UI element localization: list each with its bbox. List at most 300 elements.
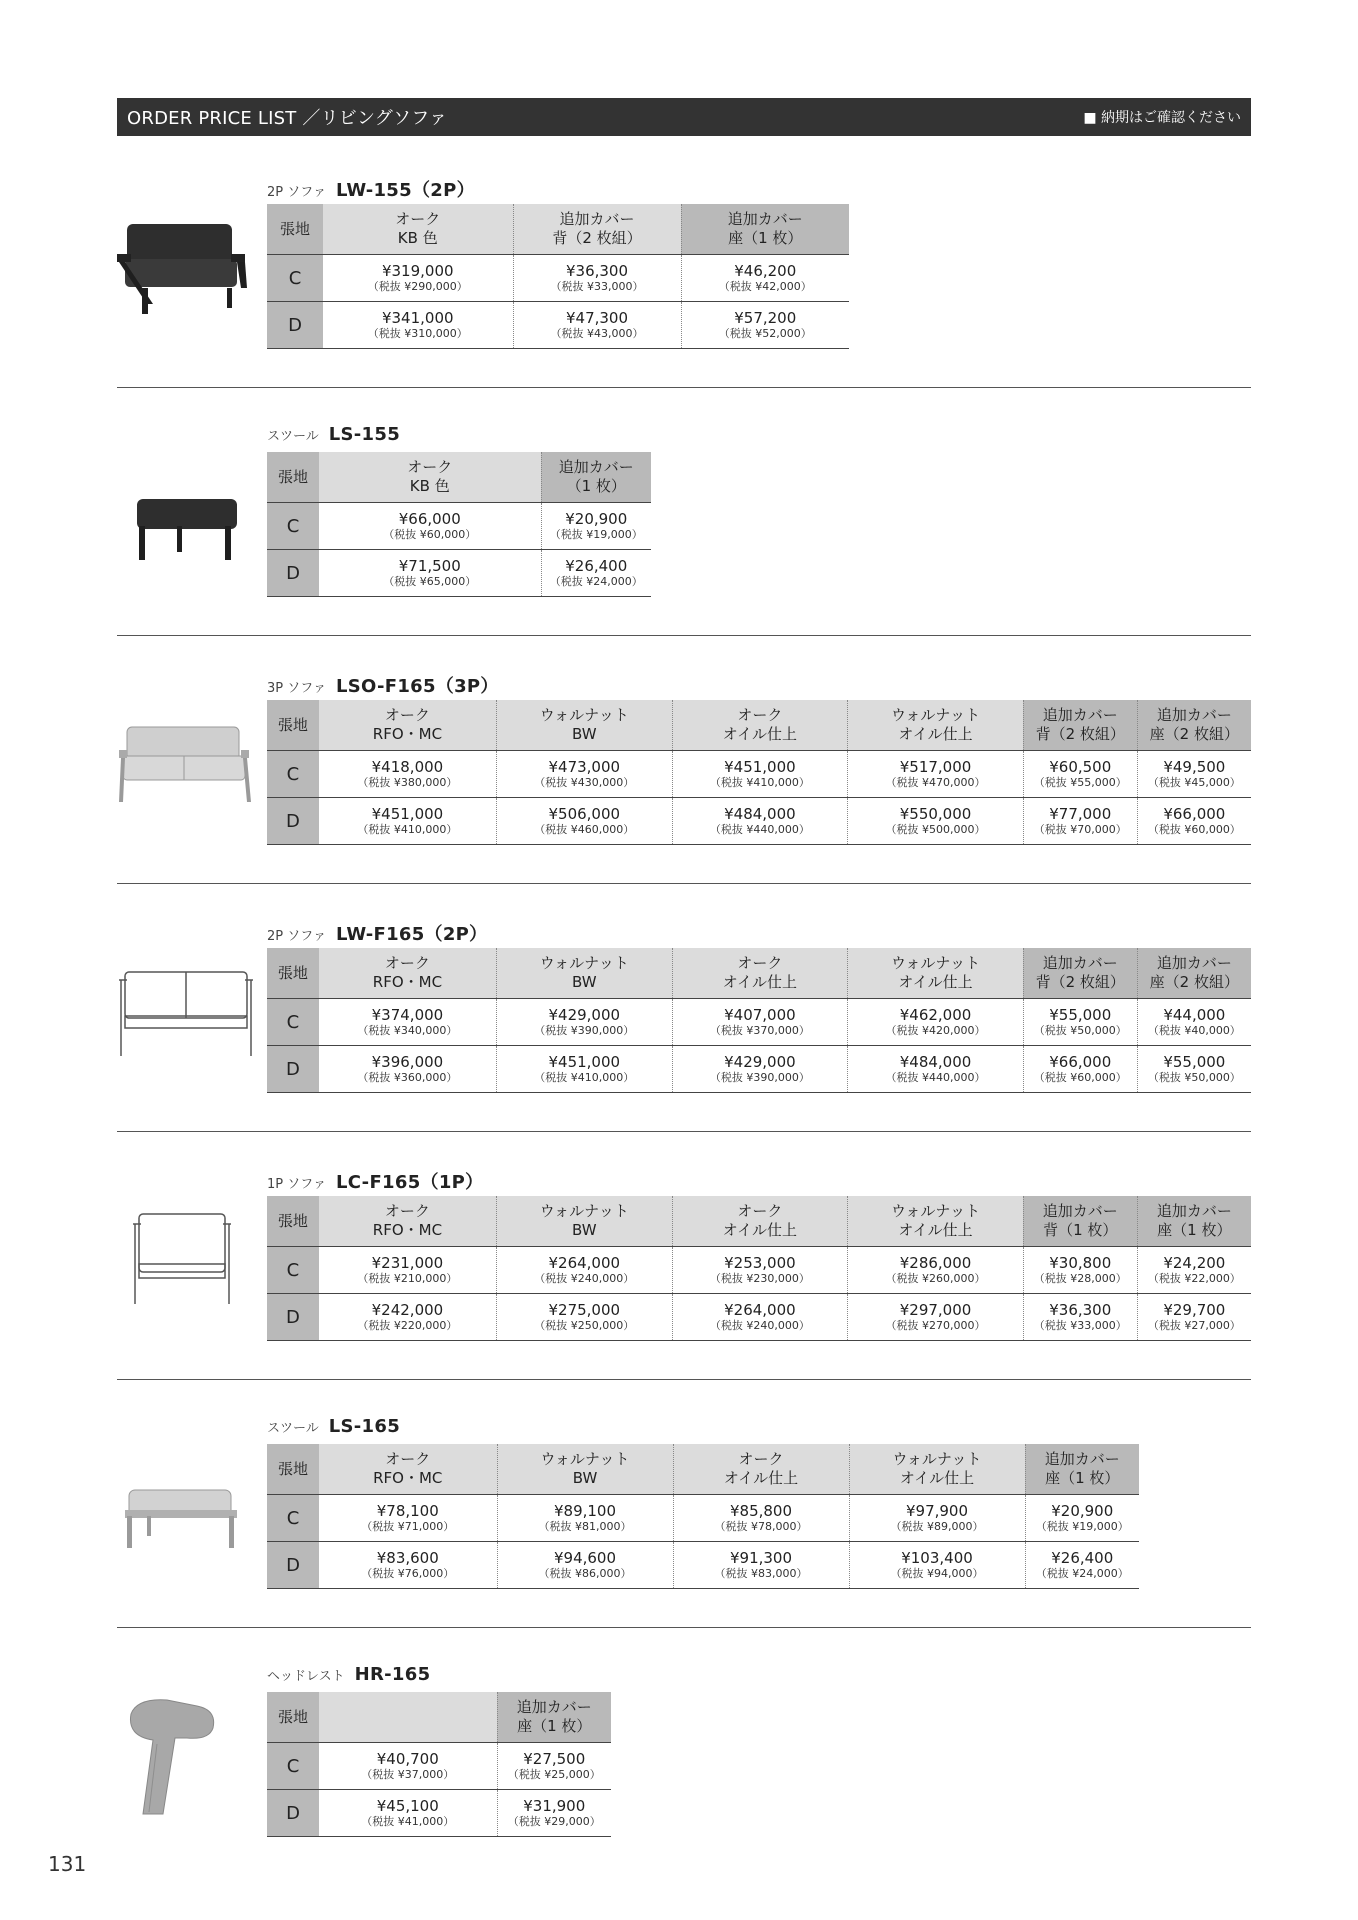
price-without-tax: （税抜 ¥86,000）: [538, 1567, 632, 1580]
price-cell: [848, 1046, 1024, 1093]
price-cell: [497, 1542, 673, 1589]
price-with-tax: ¥27,500: [523, 1750, 586, 1768]
price-cell: [319, 1247, 497, 1294]
price-without-tax: （税抜 ¥340,000）: [357, 1024, 458, 1037]
price-cell: [1023, 1294, 1137, 1341]
price-without-tax: （税抜 ¥210,000）: [357, 1272, 458, 1285]
column-header-line2: オイル仕上: [722, 973, 798, 991]
price-without-tax: （税抜 ¥55,000）: [1033, 776, 1127, 789]
price-with-tax: ¥97,900: [905, 1502, 969, 1520]
column-header-line2: 座（1 枚）: [1157, 1221, 1232, 1239]
price-without-tax: （税抜 ¥260,000）: [885, 1272, 986, 1285]
column-header-line2: 座（2 枚組）: [1149, 973, 1239, 991]
price-without-tax: （税抜 ¥240,000）: [534, 1272, 635, 1285]
price-cell: [497, 1743, 611, 1790]
price-cell: [497, 1495, 673, 1542]
price-with-tax: ¥429,000: [548, 1006, 621, 1024]
price-without-tax: （税抜 ¥37,000）: [361, 1768, 455, 1781]
price-cell: [1137, 1247, 1251, 1294]
price-cell: [673, 1542, 849, 1589]
model-name: LC-F165（1P）: [335, 1172, 484, 1193]
column-header-line1: 追加カバー: [1044, 1450, 1120, 1468]
price-cell: [1023, 751, 1137, 798]
page-number: 131: [48, 1852, 87, 1876]
model-name: LS-155: [328, 424, 401, 445]
column-header: [848, 948, 1024, 999]
price-cell: [497, 1790, 611, 1837]
price-without-tax: （税抜 ¥470,000）: [885, 776, 986, 789]
price-cell: [319, 999, 497, 1046]
column-header-line1: ウォルナット: [539, 1202, 629, 1220]
column-header-line1: オーク: [395, 210, 441, 228]
price-with-tax: ¥451,000: [548, 1053, 621, 1071]
column-header-line1: ウォルナット: [540, 1450, 630, 1468]
column-header-line2: オイル仕上: [722, 1221, 798, 1239]
price-with-tax: ¥85,800: [729, 1502, 793, 1520]
price-with-tax: ¥94,600: [553, 1549, 617, 1567]
price-cell: [496, 1294, 672, 1341]
price-with-tax: ¥24,200: [1163, 1254, 1226, 1272]
category-label: 2P ソファ: [267, 185, 326, 200]
grade-cell: D: [267, 550, 319, 597]
price-with-tax: ¥462,000: [899, 1006, 972, 1024]
column-header: [681, 204, 849, 255]
price-with-tax: ¥45,100: [376, 1797, 439, 1815]
column-header-line1: ウォルナット: [539, 706, 629, 724]
column-header-line2: BW: [571, 725, 597, 743]
grade-cell: D: [267, 1542, 319, 1589]
price-with-tax: ¥517,000: [899, 758, 972, 776]
price-with-tax: ¥31,900: [523, 1797, 586, 1815]
price-cell: [681, 302, 849, 349]
price-cell: [1025, 1542, 1139, 1589]
column-header: [1137, 1196, 1251, 1247]
price-with-tax: ¥57,200: [734, 309, 797, 327]
column-header-line2: オイル仕上: [898, 725, 973, 743]
table-row: [267, 999, 1251, 1046]
price-without-tax: （税抜 ¥440,000）: [709, 823, 810, 836]
column-header: [319, 1196, 497, 1247]
price-with-tax: ¥506,000: [548, 805, 621, 823]
price-with-tax: ¥78,100: [376, 1502, 439, 1520]
price-without-tax: （税抜 ¥290,000）: [367, 280, 468, 293]
table-header-row: [267, 452, 651, 503]
price-with-tax: ¥26,400: [1051, 1549, 1114, 1567]
column-header-line1: 追加カバー: [1156, 706, 1232, 724]
model-name: HR-165: [354, 1664, 431, 1685]
headrest-image: [117, 1684, 257, 1824]
price-with-tax: ¥451,000: [724, 758, 796, 776]
price-with-tax: ¥242,000: [371, 1301, 444, 1319]
column-header: [672, 700, 848, 751]
price-with-tax: ¥36,300: [1049, 1301, 1112, 1319]
column-header: [673, 1444, 849, 1495]
price-cell: [319, 1743, 497, 1790]
delivery-note: ■ 納期はご確認ください: [1083, 110, 1241, 126]
price-without-tax: （税抜 ¥28,000）: [1033, 1272, 1127, 1285]
price-cell: [672, 798, 848, 845]
price-cell: [848, 798, 1024, 845]
price-with-tax: ¥264,000: [724, 1301, 796, 1319]
price-cell: [672, 751, 848, 798]
model-name: LW-155（2P）: [335, 180, 475, 201]
price-without-tax: （税抜 ¥71,000）: [361, 1520, 455, 1533]
price-without-tax: （税抜 ¥370,000）: [709, 1024, 810, 1037]
column-header-line1: ウォルナット: [892, 1450, 982, 1468]
column-header-line2: BW: [571, 1221, 597, 1239]
table-row: [267, 1743, 611, 1790]
column-header-line1: オーク: [384, 1202, 430, 1220]
column-header: [1023, 700, 1137, 751]
product-section-lw-155: [117, 176, 1251, 388]
column-header-line1: オーク: [737, 1202, 783, 1220]
price-with-tax: ¥83,600: [376, 1549, 439, 1567]
price-without-tax: （税抜 ¥270,000）: [885, 1319, 986, 1332]
price-cell: [319, 751, 497, 798]
price-with-tax: ¥341,000: [381, 309, 454, 327]
price-without-tax: （税抜 ¥19,000）: [549, 528, 643, 541]
price-without-tax: （税抜 ¥24,000）: [1035, 1567, 1129, 1580]
column-header-line1: 追加カバー: [558, 458, 634, 476]
price-without-tax: （税抜 ¥65,000）: [383, 575, 477, 588]
table-row: [267, 1294, 1251, 1341]
model-name: LW-F165（2P）: [335, 924, 488, 945]
column-header: [319, 948, 497, 999]
column-header-line1: ウォルナット: [890, 706, 981, 724]
price-with-tax: ¥26,400: [565, 557, 628, 575]
price-with-tax: ¥60,500: [1049, 758, 1112, 776]
price-without-tax: （税抜 ¥500,000）: [885, 823, 986, 836]
column-header-line2: 背（1 枚）: [1043, 1221, 1118, 1239]
price-without-tax: （税抜 ¥42,000）: [718, 280, 812, 293]
price-cell: [513, 255, 681, 302]
product-section-hr-165: [117, 1664, 1251, 1844]
price-table: [267, 1444, 1139, 1589]
column-header: [672, 1196, 848, 1247]
column-header-line2: RFO・MC: [372, 973, 443, 991]
column-header-line1: オーク: [737, 706, 783, 724]
price-with-tax: ¥297,000: [899, 1301, 972, 1319]
price-cell: [1137, 1046, 1251, 1093]
column-header: [496, 1196, 672, 1247]
price-with-tax: ¥20,900: [565, 510, 628, 528]
price-without-tax: （税抜 ¥24,000）: [549, 575, 643, 588]
category-label: スツール: [267, 1421, 319, 1436]
column-header-line2: RFO・MC: [373, 1469, 443, 1487]
table-header-row: [267, 700, 1251, 751]
price-without-tax: （税抜 ¥60,000）: [1147, 823, 1241, 836]
price-without-tax: （税抜 ¥89,000）: [890, 1520, 984, 1533]
table-header-row: [267, 204, 849, 255]
price-cell: [496, 751, 672, 798]
model-name: LSO-F165（3P）: [335, 676, 499, 697]
column-header-line2: （1 枚）: [566, 477, 626, 495]
column-header-line1: ウォルナット: [890, 1202, 981, 1220]
table-row: [267, 302, 849, 349]
price-with-tax: ¥374,000: [371, 1006, 444, 1024]
price-with-tax: ¥231,000: [371, 1254, 444, 1272]
grade-cell: D: [267, 1046, 319, 1093]
table-row: [267, 1790, 611, 1837]
price-cell: [323, 255, 513, 302]
stool-dark-image: [117, 464, 257, 574]
section-divider: [117, 883, 1251, 884]
price-cell: [672, 1247, 848, 1294]
category-label: 3P ソファ: [267, 681, 326, 696]
price-with-tax: ¥286,000: [899, 1254, 972, 1272]
price-cell: [496, 1247, 672, 1294]
column-header-line1: 追加カバー: [727, 210, 803, 228]
column-header-line2: 背（2 枚組）: [1035, 725, 1125, 743]
price-with-tax: ¥451,000: [371, 805, 444, 823]
grade-header: 張地: [267, 1444, 319, 1495]
price-with-tax: ¥396,000: [371, 1053, 444, 1071]
page-title: ORDER PRICE LIST ／リビングソファ: [127, 108, 448, 129]
price-with-tax: ¥319,000: [381, 262, 454, 280]
price-without-tax: （税抜 ¥240,000）: [709, 1319, 810, 1332]
column-header: [1023, 948, 1137, 999]
grade-cell: D: [267, 1294, 319, 1341]
price-without-tax: （税抜 ¥380,000）: [357, 776, 458, 789]
price-cell: [1023, 1046, 1137, 1093]
price-cell: [513, 302, 681, 349]
price-with-tax: ¥253,000: [724, 1254, 796, 1272]
sofa-2p-dark-image: [117, 214, 257, 324]
sofa-3p-light-image: [117, 712, 257, 822]
price-without-tax: （税抜 ¥94,000）: [890, 1567, 984, 1580]
price-cell: [496, 798, 672, 845]
table-row: [267, 1495, 1139, 1542]
table-row: [267, 798, 1251, 845]
section-divider: [117, 387, 1251, 388]
price-with-tax: ¥55,000: [1049, 1006, 1112, 1024]
price-table: [267, 948, 1251, 1093]
price-cell: [1137, 1294, 1251, 1341]
price-with-tax: ¥484,000: [899, 1053, 972, 1071]
column-header-line2: KB 色: [397, 229, 438, 247]
column-header: [497, 1692, 611, 1743]
price-without-tax: （税抜 ¥33,000）: [1033, 1319, 1127, 1332]
price-with-tax: ¥40,700: [376, 1750, 439, 1768]
price-without-tax: （税抜 ¥430,000）: [534, 776, 635, 789]
grade-cell: D: [267, 1790, 319, 1837]
price-with-tax: ¥429,000: [724, 1053, 796, 1071]
grade-cell: C: [267, 1247, 319, 1294]
price-cell: [319, 503, 541, 550]
price-without-tax: （税抜 ¥76,000）: [361, 1567, 455, 1580]
model-name: LS-165: [328, 1416, 401, 1437]
column-header-line2: 座（2 枚組）: [1149, 725, 1239, 743]
grade-cell: C: [267, 503, 319, 550]
price-without-tax: （税抜 ¥52,000）: [718, 327, 812, 340]
table-header-row: [267, 948, 1251, 999]
price-without-tax: （税抜 ¥250,000）: [534, 1319, 635, 1332]
price-table: [267, 1692, 611, 1837]
price-without-tax: （税抜 ¥50,000）: [1147, 1071, 1241, 1084]
price-without-tax: （税抜 ¥390,000）: [534, 1024, 635, 1037]
column-header: [1137, 700, 1251, 751]
table-row: [267, 1247, 1251, 1294]
column-header: [1137, 948, 1251, 999]
price-without-tax: （税抜 ¥410,000）: [357, 823, 458, 836]
price-cell: [319, 1294, 497, 1341]
price-with-tax: ¥484,000: [724, 805, 796, 823]
price-without-tax: （税抜 ¥45,000）: [1147, 776, 1241, 789]
category-label: スツール: [267, 429, 319, 444]
price-cell: [849, 1495, 1025, 1542]
price-cell: [672, 999, 848, 1046]
price-without-tax: （税抜 ¥460,000）: [534, 823, 635, 836]
price-cell: [1137, 751, 1251, 798]
column-header-line1: 追加カバー: [516, 1698, 592, 1716]
product-section-lw-f165: [117, 920, 1251, 1132]
column-header-line1: 追加カバー: [1156, 1202, 1232, 1220]
column-header-line2: オイル仕上: [898, 1221, 973, 1239]
column-header-line1: 追加カバー: [1042, 1202, 1118, 1220]
price-cell: [541, 503, 651, 550]
price-without-tax: （税抜 ¥83,000）: [714, 1567, 808, 1580]
price-cell: [541, 550, 651, 597]
price-without-tax: （税抜 ¥43,000）: [550, 327, 644, 340]
price-without-tax: （税抜 ¥440,000）: [885, 1071, 986, 1084]
column-header: [496, 948, 672, 999]
grade-cell: C: [267, 255, 323, 302]
table-row: [267, 1046, 1251, 1093]
price-with-tax: ¥103,400: [901, 1549, 973, 1567]
price-with-tax: ¥89,100: [553, 1502, 617, 1520]
column-header: [1025, 1444, 1139, 1495]
column-header: [849, 1444, 1025, 1495]
grade-header: 張地: [267, 1692, 319, 1743]
price-cell: [672, 1046, 848, 1093]
product-section-lc-f165: [117, 1168, 1251, 1380]
price-table: [267, 1196, 1251, 1341]
grade-header: 張地: [267, 452, 319, 503]
column-header-line1: 追加カバー: [1042, 706, 1118, 724]
grade-cell: C: [267, 751, 319, 798]
product-section-ls-155: [117, 424, 1251, 636]
price-with-tax: ¥407,000: [724, 1006, 796, 1024]
table-row: [267, 1542, 1139, 1589]
column-header-line1: オーク: [384, 706, 430, 724]
category-label: 1P ソファ: [267, 1177, 326, 1192]
price-cell: [319, 550, 541, 597]
price-with-tax: ¥30,800: [1049, 1254, 1112, 1272]
grade-header: 張地: [267, 204, 323, 255]
price-without-tax: （税抜 ¥40,000）: [1147, 1024, 1241, 1037]
price-with-tax: ¥264,000: [548, 1254, 621, 1272]
price-with-tax: ¥47,300: [565, 309, 629, 327]
column-header: [319, 1444, 497, 1495]
price-without-tax: （税抜 ¥310,000）: [367, 327, 468, 340]
price-without-tax: （税抜 ¥60,000）: [383, 528, 477, 541]
stool-light-image: [117, 1456, 257, 1566]
section-divider: [117, 1131, 1251, 1132]
price-without-tax: （税抜 ¥41,000）: [361, 1815, 455, 1828]
column-header: [848, 700, 1024, 751]
category-label: 2P ソファ: [267, 929, 326, 944]
price-cell: [1023, 1247, 1137, 1294]
price-without-tax: （税抜 ¥60,000）: [1033, 1071, 1127, 1084]
price-without-tax: （税抜 ¥22,000）: [1147, 1272, 1241, 1285]
table-header-row: [267, 1196, 1251, 1247]
grade-header: 張地: [267, 1196, 319, 1247]
price-with-tax: ¥36,300: [565, 262, 629, 280]
grade-cell: D: [267, 302, 323, 349]
price-cell: [848, 1247, 1024, 1294]
grade-cell: D: [267, 798, 319, 845]
price-without-tax: （税抜 ¥25,000）: [507, 1768, 601, 1781]
grade-cell: C: [267, 999, 319, 1046]
section-divider: [117, 635, 1251, 636]
price-table: [267, 452, 651, 597]
price-cell: [848, 751, 1024, 798]
column-header-line2: 背（2 枚組）: [552, 229, 642, 247]
price-with-tax: ¥66,000: [398, 510, 461, 528]
column-header-line1: オーク: [384, 954, 430, 972]
table-row: [267, 550, 651, 597]
column-header-line1: オーク: [385, 1450, 431, 1468]
price-cell: [319, 1790, 497, 1837]
price-without-tax: （税抜 ¥81,000）: [538, 1520, 632, 1533]
column-header-line2: KB 色: [409, 477, 450, 495]
price-cell: [1025, 1495, 1139, 1542]
price-with-tax: ¥66,000: [1163, 805, 1226, 823]
product-section-lso-f165: [117, 672, 1251, 884]
category-label: ヘッドレスト: [267, 1669, 345, 1684]
column-header: [319, 1692, 497, 1743]
section-divider: [117, 1379, 1251, 1380]
sofa-1p-line-image: [117, 1204, 257, 1314]
column-header: [496, 700, 672, 751]
price-cell: [848, 999, 1024, 1046]
price-cell: [673, 1495, 849, 1542]
column-header: [513, 204, 681, 255]
grade-header: 張地: [267, 700, 319, 751]
price-cell: [672, 1294, 848, 1341]
price-without-tax: （税抜 ¥78,000）: [714, 1520, 808, 1533]
price-cell: [1137, 798, 1251, 845]
price-cell: [849, 1542, 1025, 1589]
column-header-line2: BW: [572, 1469, 598, 1487]
price-with-tax: ¥44,000: [1163, 1006, 1226, 1024]
column-header-line1: 追加カバー: [1042, 954, 1118, 972]
column-header-line1: ウォルナット: [539, 954, 629, 972]
price-with-tax: ¥418,000: [371, 758, 444, 776]
price-table: [267, 700, 1251, 845]
price-without-tax: （税抜 ¥220,000）: [357, 1319, 458, 1332]
column-header: [541, 452, 651, 503]
price-with-tax: ¥275,000: [548, 1301, 621, 1319]
price-cell: [1137, 999, 1251, 1046]
price-with-tax: ¥29,700: [1163, 1301, 1226, 1319]
price-without-tax: （税抜 ¥27,000）: [1147, 1319, 1241, 1332]
table-row: [267, 503, 651, 550]
sofa-2p-line-image: [117, 960, 257, 1070]
price-cell: [681, 255, 849, 302]
column-header-line2: 背（2 枚組）: [1035, 973, 1125, 991]
table-header-row: [267, 1692, 611, 1743]
price-without-tax: （税抜 ¥410,000）: [534, 1071, 635, 1084]
column-header-line2: RFO・MC: [372, 1221, 443, 1239]
price-cell: [848, 1294, 1024, 1341]
price-without-tax: （税抜 ¥360,000）: [357, 1071, 458, 1084]
column-header-line2: 座（1 枚）: [728, 229, 803, 247]
column-header: [672, 948, 848, 999]
price-without-tax: （税抜 ¥70,000）: [1033, 823, 1127, 836]
price-without-tax: （税抜 ¥390,000）: [709, 1071, 810, 1084]
column-header-line1: オーク: [407, 458, 453, 476]
